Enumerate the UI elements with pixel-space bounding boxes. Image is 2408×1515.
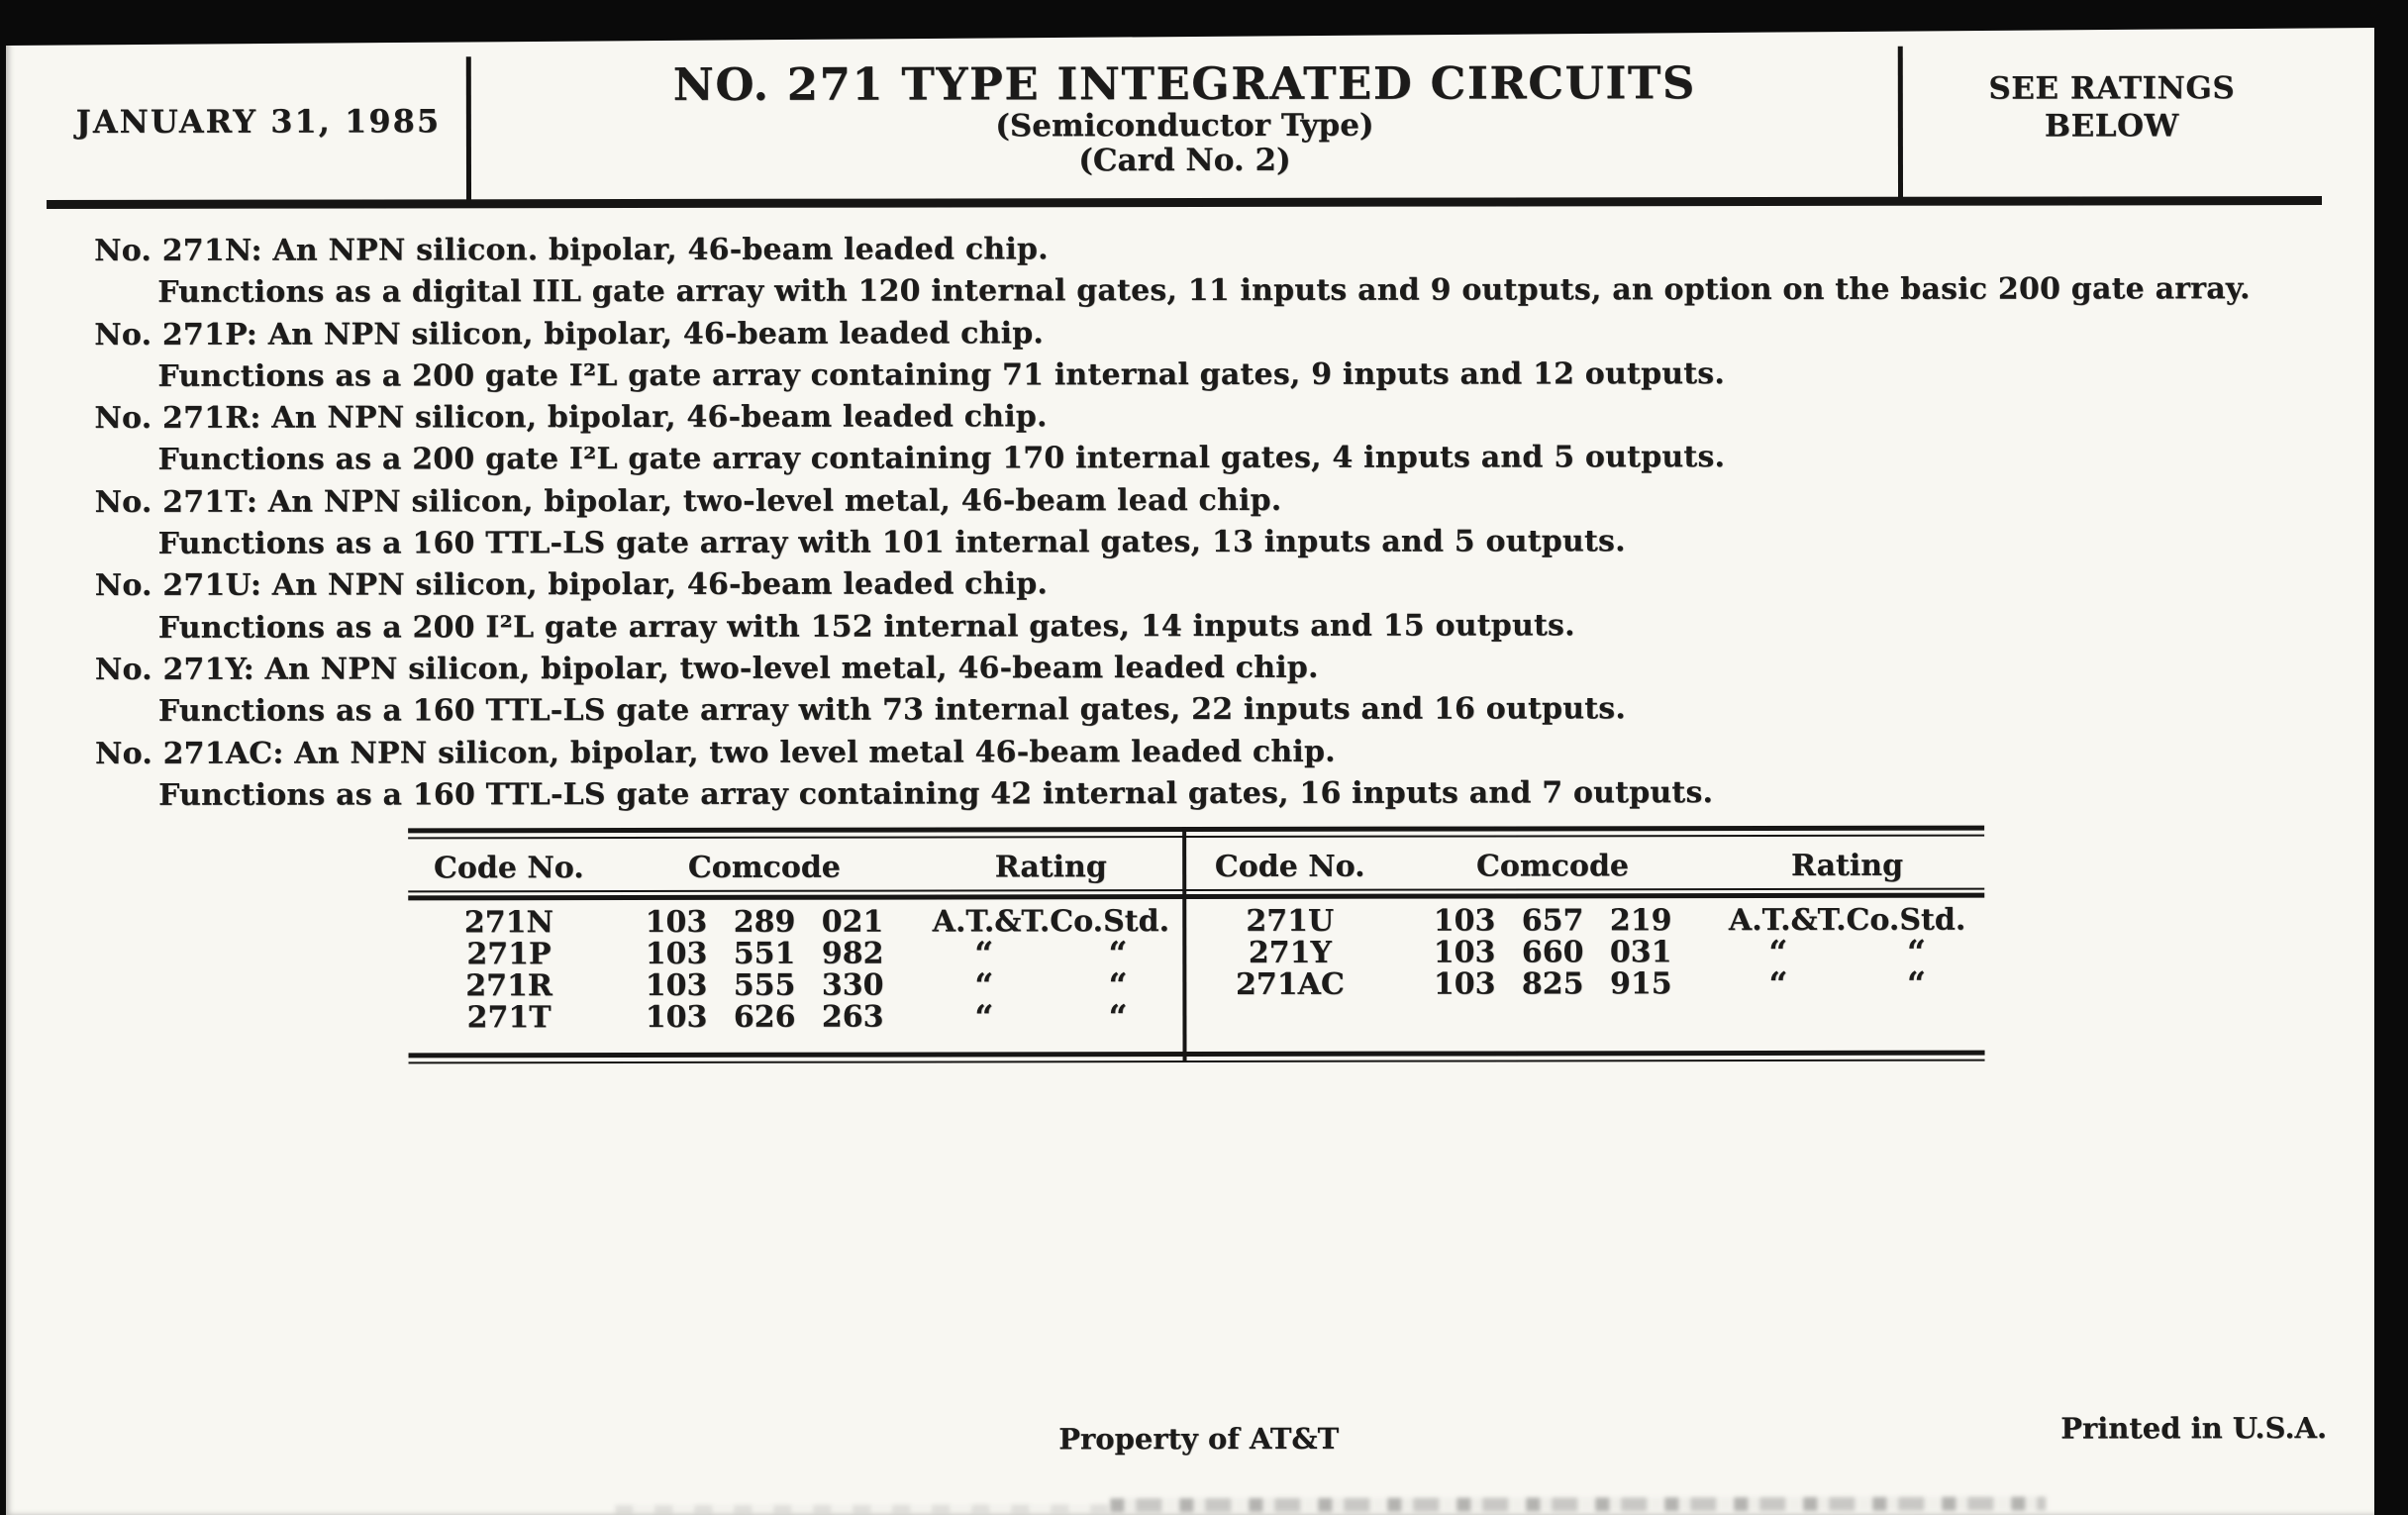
ditto-mark: “ (1768, 932, 1788, 971)
column-header-comcode: Comcode (687, 850, 841, 885)
ic-descriptions (94, 227, 2372, 817)
rating-ditto-cell (974, 997, 1127, 1036)
title-block (471, 58, 1898, 180)
ditto-mark: “ (1108, 996, 1128, 1036)
property-note: Property of AT&T (1058, 1421, 1340, 1457)
code-cell: 271T (466, 999, 552, 1035)
comcode-cell: 103 626 263 (645, 999, 884, 1035)
description-heading: No. 271T: An NPN silicon, bipolar, two-level metal, 46-beam lead chip. (94, 482, 1282, 520)
description-detail: Functions as a digital IIL gate array with 120 internal gates, 11 inputs and 9 outputs, an option on the basic 200 gate array. (157, 271, 2251, 311)
ratings-note (1903, 69, 2321, 146)
column-header-code-no: Code No. (1214, 849, 1365, 884)
description-detail: Functions as a 160 TTL-LS gate array with 101 internal gates, 13 inputs and 5 outputs. (157, 524, 1626, 561)
comcode-cell: 103 289 021 (645, 904, 884, 940)
comcode-cell: 103 825 915 (1433, 965, 1672, 1002)
ditto-mark: “ (974, 996, 994, 1036)
comcode-cell: 103 660 031 (1433, 934, 1672, 970)
column-header-code-no: Code No. (433, 850, 584, 885)
ratings-note-line2: BELOW (2044, 108, 2179, 145)
description-heading: No. 271AC: An NPN silicon, bipolar, two level metal 46-beam leaded chip. (94, 734, 1336, 771)
cutoff-print-smudge (1110, 1497, 2046, 1513)
table-bottom-rule-thick (409, 1051, 1985, 1059)
description-heading: No. 271R: An NPN silicon, bipolar, 46-beam leaded chip. (94, 399, 1048, 437)
ditto-mark: “ (974, 964, 994, 1004)
code-cell: 271U (1246, 903, 1335, 939)
code-cell: 271AC (1235, 966, 1345, 1002)
description-heading: No. 271N: An NPN silicon. bipolar, 46-beam leaded chip. (94, 232, 1049, 268)
table-top-rule-thick (408, 826, 1984, 834)
codes-table-right (1186, 843, 1982, 1003)
codes-table-right-header (1186, 843, 1982, 889)
table-top-rule-thin (408, 835, 1984, 840)
column-header-comcode: Comcode (1475, 848, 1630, 884)
ditto-mark: “ (1906, 963, 1927, 1003)
rating-cell: A.T.&T.Co.Std. (932, 903, 1170, 939)
ratings-note-line1: SEE RATINGS (1988, 70, 2236, 107)
description-detail: Functions as a 200 gate I²L gate array containing 170 internal gates, 4 inputs and 5 outputs. (157, 440, 1726, 478)
cutoff-print-smudge (615, 1504, 1110, 1514)
printed-note: Printed in U.S.A. (2060, 1411, 2328, 1446)
description-detail: Functions as a 160 TTL-LS gate array with 73 internal gates, 22 inputs and 16 outputs. (157, 691, 1627, 730)
page-title: NO. 271 TYPE INTEGRATED CIRCUITS (672, 56, 1696, 111)
ditto-mark: “ (974, 933, 994, 972)
table-bottom-rule-thin (409, 1060, 1985, 1064)
code-cell: 271Y (1248, 935, 1332, 970)
column-header-rating: Rating (1790, 848, 1904, 883)
description-detail: Functions as a 200 I²L gate array with 152 internal gates, 14 inputs and 15 outputs. (157, 608, 1575, 646)
code-cell: 271N (463, 904, 553, 940)
codes-table-left-header (408, 844, 1182, 890)
ditto-mark: “ (1906, 932, 1926, 971)
rating-cell: A.T.&T.Co.Std. (1728, 902, 1966, 938)
subtitle-semiconductor-type: (Semiconductor Type) (995, 107, 1374, 145)
comcode-cell: 103 551 982 (645, 936, 884, 971)
subtitle-card-number: (Card No. 2) (1078, 142, 1291, 179)
description-heading: No. 271U: An NPN silicon, bipolar, 46-beam leaded chip. (94, 566, 1049, 604)
description-heading: No. 271P: An NPN silicon, bipolar, 46-beam leaded chip. (94, 315, 1045, 353)
codes-table-left (408, 844, 1182, 1036)
code-cell: 271P (466, 936, 552, 971)
description-detail: Functions as a 160 TTL-LS gate array containing 42 internal gates, 16 inputs and 7 outputs. (158, 774, 1714, 813)
description-heading: No. 271Y: An NPN silicon, bipolar, two-level metal, 46-beam leaded chip. (94, 650, 1319, 687)
rating-ditto-cell (1768, 963, 1926, 1002)
comcode-cell: 103 657 219 (1433, 902, 1672, 939)
codes-table-left-body (408, 903, 1182, 1036)
comcode-cell: 103 555 330 (645, 967, 884, 1003)
ditto-mark: “ (1768, 963, 1788, 1003)
ditto-mark: “ (1108, 933, 1128, 972)
header-rule (47, 196, 2322, 209)
code-cell: 271R (465, 967, 552, 1003)
column-header-rating: Rating (994, 849, 1107, 884)
codes-table-right-body (1186, 902, 1982, 1003)
issue-date: JANUARY 31, 1985 (75, 102, 442, 141)
description-detail: Functions as a 200 gate I²L gate array containing 71 internal gates, 9 inputs and 12 outputs. (157, 355, 1726, 394)
ditto-mark: “ (1108, 964, 1128, 1004)
